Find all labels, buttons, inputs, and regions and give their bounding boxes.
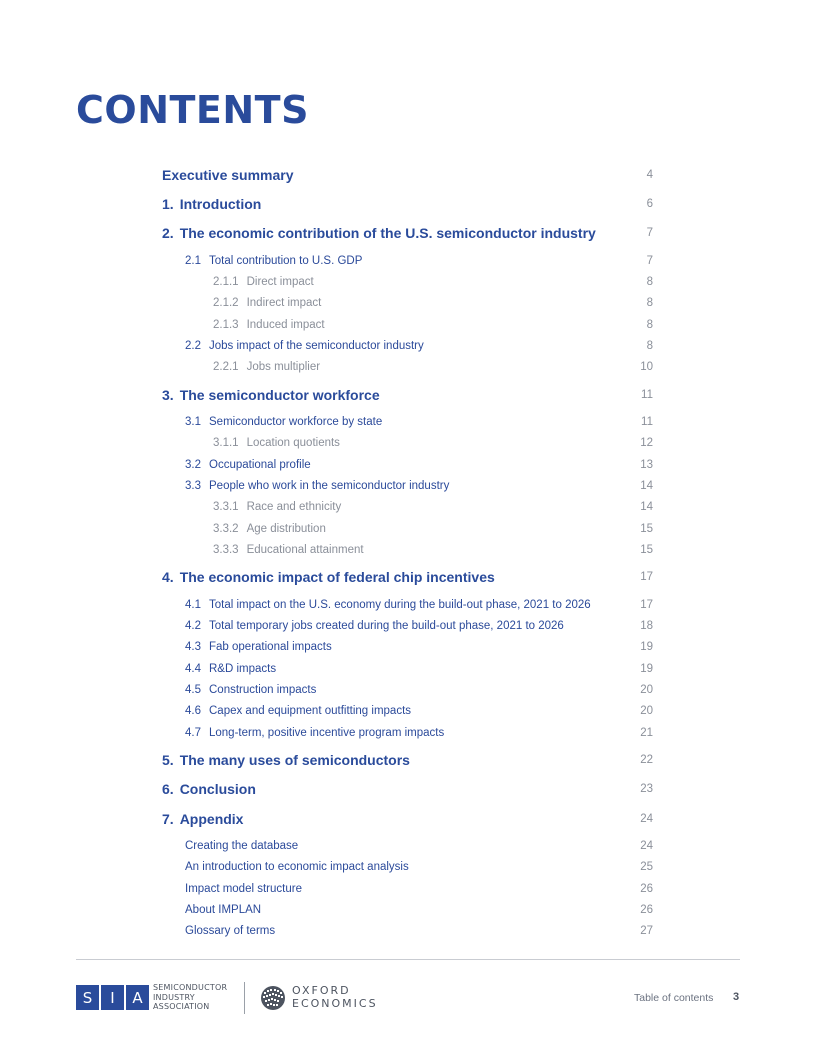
toc-entry-title: Impact model structure (185, 883, 302, 895)
globe-icon (260, 985, 286, 1011)
toc-entry[interactable] (0, 252, 816, 272)
toc-entry-page: 14 (640, 480, 653, 492)
toc-entry-number: 4.5 (185, 684, 201, 696)
toc-entry[interactable] (0, 811, 816, 831)
toc-entry-label (213, 544, 364, 556)
oxford-economics-logo (292, 984, 378, 1010)
toc-entry-page: 25 (640, 861, 653, 873)
toc-entry-label (185, 904, 261, 916)
toc-entry-title: Jobs impact of the semiconductor industry (209, 340, 424, 352)
toc-entry-page: 27 (640, 925, 653, 937)
toc-entry-title: Glossary of terms (185, 925, 276, 937)
toc-entry-number: 5. (162, 752, 174, 768)
toc-entry-title: Fab operational impacts (209, 641, 332, 653)
toc-entry-title: Direct impact (246, 276, 314, 288)
toc-entry-number: 4.1 (185, 599, 201, 611)
toc-entry[interactable] (0, 596, 816, 616)
toc-entry[interactable] (0, 858, 816, 878)
toc-entry-page: 14 (640, 501, 653, 513)
toc-entry[interactable] (0, 225, 816, 245)
toc-entry[interactable] (0, 337, 816, 357)
toc-entry-number: 7. (162, 811, 174, 827)
toc-entry[interactable] (0, 617, 816, 637)
toc-entry-title: Indirect impact (246, 297, 322, 309)
toc-entry-page: 4 (646, 169, 653, 181)
toc-entry-label (162, 387, 380, 403)
toc-entry-title: Age distribution (246, 523, 326, 535)
toc-entry-page: 20 (640, 684, 653, 696)
toc-entry-number: 3.1 (185, 416, 201, 428)
toc-entry-title: Induced impact (246, 319, 325, 331)
toc-entry-page: 24 (640, 840, 653, 852)
toc-entry-number: 4.4 (185, 663, 201, 675)
toc-entry-title: R&D impacts (209, 663, 277, 675)
toc-entry-label (185, 705, 411, 717)
toc-entry[interactable] (0, 387, 816, 407)
toc-entry-number: 3.3 (185, 480, 201, 492)
toc-entry-number: 1. (162, 196, 174, 212)
toc-entry-page: 6 (646, 198, 653, 210)
toc-entry-page: 17 (640, 599, 653, 611)
economics-line: ECONOMICS (292, 997, 378, 1010)
toc-entry-label (185, 480, 449, 492)
sia-name-line: ASSOCIATION (153, 1002, 210, 1011)
toc-entry-number: 2.1.2 (213, 297, 239, 309)
toc-entry[interactable] (0, 724, 816, 744)
toc-entry-number: 2.1.1 (213, 276, 239, 288)
toc-entry-page: 10 (640, 361, 653, 373)
toc-entry-page: 13 (640, 459, 653, 471)
toc-entry-label (185, 641, 332, 653)
toc-entry-number: 4.6 (185, 705, 201, 717)
toc-entry-title: Appendix (179, 811, 244, 827)
logo-divider (244, 982, 245, 1014)
toc-entry[interactable] (0, 702, 816, 722)
toc-entry-number: 4.3 (185, 641, 201, 653)
toc-entry-label (185, 727, 444, 739)
toc-entry[interactable] (0, 541, 816, 561)
toc-entry-label (185, 459, 311, 471)
toc-entry-title: Total impact on the U.S. economy during the build-out phase, 2021 to 2026 (209, 599, 591, 611)
page-title: CONTENTS (76, 88, 309, 132)
toc-entry-title: Semiconductor workforce by state (209, 416, 383, 428)
toc-entry-title: Creating the database (185, 840, 299, 852)
toc-entry-label (185, 620, 564, 632)
toc-entry-number: 6. (162, 781, 174, 797)
toc-entry[interactable] (0, 520, 816, 540)
toc-entry[interactable] (0, 456, 816, 476)
toc-entry-page: 15 (640, 523, 653, 535)
toc-entry[interactable] (0, 781, 816, 801)
toc-entry[interactable] (0, 316, 816, 336)
toc-entry-title: Race and ethnicity (246, 501, 342, 513)
footer-section-label: Table of contents (634, 992, 714, 1004)
toc-entry-label (162, 569, 495, 585)
toc-entry-label (213, 501, 341, 513)
toc-entry-page: 18 (640, 620, 653, 632)
sia-letter-s: S (76, 985, 99, 1010)
toc-entry-page: 7 (646, 255, 653, 267)
toc-entry-number: 3.2 (185, 459, 201, 471)
toc-entry[interactable] (0, 358, 816, 378)
toc-entry-page: 23 (640, 783, 653, 795)
toc-entry[interactable] (0, 569, 816, 589)
toc-entry-label (185, 840, 298, 852)
toc-entry-title: Total contribution to U.S. GDP (209, 255, 363, 267)
toc-entry[interactable] (0, 294, 816, 314)
toc-entry[interactable] (0, 880, 816, 900)
toc-entry[interactable] (0, 638, 816, 658)
toc-entry-title: Conclusion (179, 781, 256, 797)
toc-entry-title: An introduction to economic impact analysis (185, 861, 409, 873)
toc-entry-page: 8 (646, 340, 653, 352)
toc-entry-label (185, 599, 591, 611)
toc-entry-number: 2. (162, 225, 174, 241)
toc-entry-page: 19 (640, 641, 653, 653)
toc-entry-number: 4.7 (185, 727, 201, 739)
toc-entry-page: 26 (640, 904, 653, 916)
toc-entry-label (185, 684, 316, 696)
toc-entry-page: 8 (646, 297, 653, 309)
toc-entry-title: Capex and equipment outfitting impacts (209, 705, 412, 717)
toc-entry-page: 15 (640, 544, 653, 556)
toc-entry-title: About IMPLAN (185, 904, 262, 916)
toc-entry-title: The economic contribution of the U.S. semiconductor industry (179, 225, 596, 241)
toc-entry-title: Location quotients (246, 437, 340, 449)
toc-entry[interactable] (0, 681, 816, 701)
toc-entry-label (185, 925, 275, 937)
toc-entry-label (185, 255, 362, 267)
toc-entry-label (185, 416, 382, 428)
toc-entry-label (213, 361, 320, 373)
toc-entry-label (213, 523, 326, 535)
oxford-line: OXFORD (292, 984, 351, 997)
toc-entry-page: 7 (646, 227, 653, 239)
toc-entry[interactable] (0, 167, 816, 187)
toc-entry-label (185, 883, 302, 895)
toc-entry[interactable] (0, 273, 816, 293)
toc-entry[interactable] (0, 660, 816, 680)
toc-entry-title: The many uses of semiconductors (179, 752, 410, 768)
toc-entry-title: Jobs multiplier (246, 361, 321, 373)
toc-entry-label (162, 196, 261, 212)
toc-entry[interactable] (0, 922, 816, 942)
toc-entry-label (185, 861, 409, 873)
footer-divider (76, 959, 740, 960)
toc-entry-title: Introduction (179, 196, 262, 212)
toc-entry-number: 3.3.2 (213, 523, 239, 535)
page-number: 3 (733, 991, 740, 1003)
toc-entry-label (162, 167, 294, 183)
toc-entry-page: 22 (640, 754, 653, 766)
toc-entry[interactable] (0, 498, 816, 518)
toc-entry[interactable] (0, 413, 816, 433)
toc-entry[interactable] (0, 752, 816, 772)
toc-entry-label (185, 663, 276, 675)
toc-entry-number: 3.1.1 (213, 437, 239, 449)
sia-letter-i: I (101, 985, 124, 1010)
toc-entry-page: 12 (640, 437, 653, 449)
toc-entry-label (213, 319, 325, 331)
toc-entry-number: 4. (162, 569, 174, 585)
toc-entry-page: 19 (640, 663, 653, 675)
toc-entry-title: Occupational profile (209, 459, 311, 471)
sia-name-line: SEMICONDUCTOR (153, 983, 228, 992)
toc-entry-number: 2.1 (185, 255, 201, 267)
toc-entry-title: Total temporary jobs created during the build-out phase, 2021 to 2026 (209, 620, 564, 632)
toc-entry-number: 3.3.3 (213, 544, 239, 556)
toc-entry-label (162, 225, 596, 241)
toc-entry[interactable] (0, 477, 816, 497)
toc-entry-label (162, 811, 243, 827)
toc-entry[interactable] (0, 196, 816, 216)
toc-entry-number: 4.2 (185, 620, 201, 632)
toc-entry-number: 2.1.3 (213, 319, 239, 331)
toc-entry-title: Educational attainment (246, 544, 364, 556)
toc-entry[interactable] (0, 434, 816, 454)
toc-entry-page: 20 (640, 705, 653, 717)
toc-entry-title: People who work in the semiconductor industry (209, 480, 450, 492)
toc-entry-number: 3.3.1 (213, 501, 239, 513)
toc-entry-page: 24 (640, 813, 653, 825)
toc-entry-title: The economic impact of federal chip incentives (179, 569, 495, 585)
toc-entry-title: Long-term, positive incentive program impacts (209, 727, 445, 739)
toc-entry-page: 8 (646, 319, 653, 331)
toc-entry-label (162, 781, 256, 797)
toc-entry-label (185, 340, 424, 352)
toc-entry-number: 2.2 (185, 340, 201, 352)
toc-entry-label (213, 437, 340, 449)
sia-letter-a: A (126, 985, 149, 1010)
toc-entry-page: 11 (641, 389, 653, 401)
toc-entry-title: Executive summary (162, 167, 294, 183)
toc-entry-label (162, 752, 410, 768)
toc-entry-page: 26 (640, 883, 653, 895)
sia-name (153, 983, 227, 1012)
toc-entry-page: 17 (640, 571, 653, 583)
toc-entry-page: 11 (641, 416, 653, 428)
toc-entry-page: 8 (646, 276, 653, 288)
toc-entry-label (213, 297, 321, 309)
toc-entry-title: Construction impacts (209, 684, 317, 696)
toc-entry-page: 21 (640, 727, 653, 739)
toc-entry-number: 2.2.1 (213, 361, 239, 373)
toc-entry[interactable] (0, 837, 816, 857)
sia-logo (76, 985, 151, 1010)
toc-entry-title: The semiconductor workforce (179, 387, 380, 403)
sia-name-line: INDUSTRY (153, 992, 195, 1002)
toc-entry-number: 3. (162, 387, 174, 403)
toc-entry-label (213, 276, 314, 288)
toc-entry[interactable] (0, 901, 816, 921)
